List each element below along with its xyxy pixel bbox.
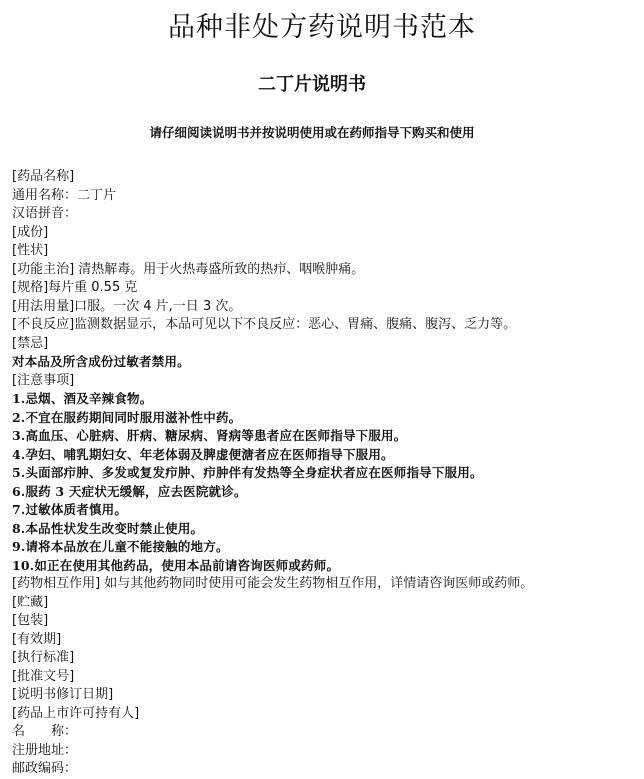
section-line: 汉语拼音：	[12, 206, 78, 221]
section-line: 通用名称：二丁片	[12, 187, 117, 203]
section-line: [禁忌]	[12, 335, 49, 351]
section-line: 名 称：	[12, 724, 78, 739]
instruction-lines	[12, 168, 638, 779]
usage-notice: 请仔细阅读说明书并按说明使用或在药师指导下购买和使用	[149, 125, 475, 140]
instruction-text-line: 5.头面部疖肿、多发或复发疖肿、疖肿伴有发热等全身症状者应在医师指导下服用。	[12, 465, 483, 480]
section-line: [有效期]	[12, 631, 62, 647]
section-line: [贮藏]	[12, 594, 49, 610]
sub-title: 二丁片说明书	[258, 74, 366, 95]
main-title: 品种非处方药说明书范本	[168, 12, 476, 43]
section-line: [规格]每片重 0.55 克	[12, 280, 138, 295]
section-line: [注意事项]	[12, 372, 75, 388]
section-line: [药品名称]	[12, 169, 75, 184]
section-line: [包装]	[12, 613, 49, 628]
section-line: [说明书修订日期]	[12, 687, 114, 702]
section-line: [药物相互作用] 如与其他药物同时使用可能会发生药物相互作用，详情请咨询医师或药师。	[12, 576, 534, 591]
instruction-text-line: 10.如正在使用其他药品，使用本品前请咨询医师或药师。	[12, 557, 340, 573]
instruction-text-line: 4.孕妇、哺乳期妇女、年老体弱及脾虚便溏者应在医师指导下服用。	[12, 446, 394, 462]
instruction-text-line: 3.高血压、心脏病、肝病、糖尿病、肾病等患者应在医师指导下服用。	[12, 428, 407, 443]
section-line: [用法用量]口服。一次 4 片,一日 3 次。	[12, 298, 242, 314]
instruction-text-line: 1.忌烟、酒及辛辣食物。	[12, 391, 153, 406]
instruction-text-line: 9.请将本品放在儿童不能接触的地方。	[12, 539, 229, 554]
section-line: [性状]	[12, 243, 49, 258]
instruction-text-line: 6.服药 3 天症状无缓解，应去医院就诊。	[12, 483, 247, 499]
section-line: [不良反应]监测数据显示，本品可见以下不良反应：恶心、胃痛、腹痛、腹泻、乏力等。	[12, 317, 517, 332]
section-line: [功能主治] 清热解毒。用于火热毒盛所致的热疖、咽喉肿痛。	[12, 261, 365, 277]
instruction-text-line: 7.过敏体质者慎用。	[12, 502, 128, 517]
instruction-text-line: 8.本品性状发生改变时禁止使用。	[12, 520, 204, 536]
section-line: 邮政编码：	[12, 761, 78, 776]
section-line: 注册地址：	[12, 742, 78, 758]
section-line: [执行标准]	[12, 650, 75, 665]
instruction-text-line: 对本品及所含成份过敏者禁用。	[12, 354, 190, 369]
instruction-text-line: 2.不宜在服药期间同时服用滋补性中药。	[12, 409, 242, 425]
section-line: [批准文号]	[12, 668, 75, 684]
section-line: [成份]	[12, 224, 49, 240]
section-line: [药品上市许可持有人]	[12, 705, 140, 721]
